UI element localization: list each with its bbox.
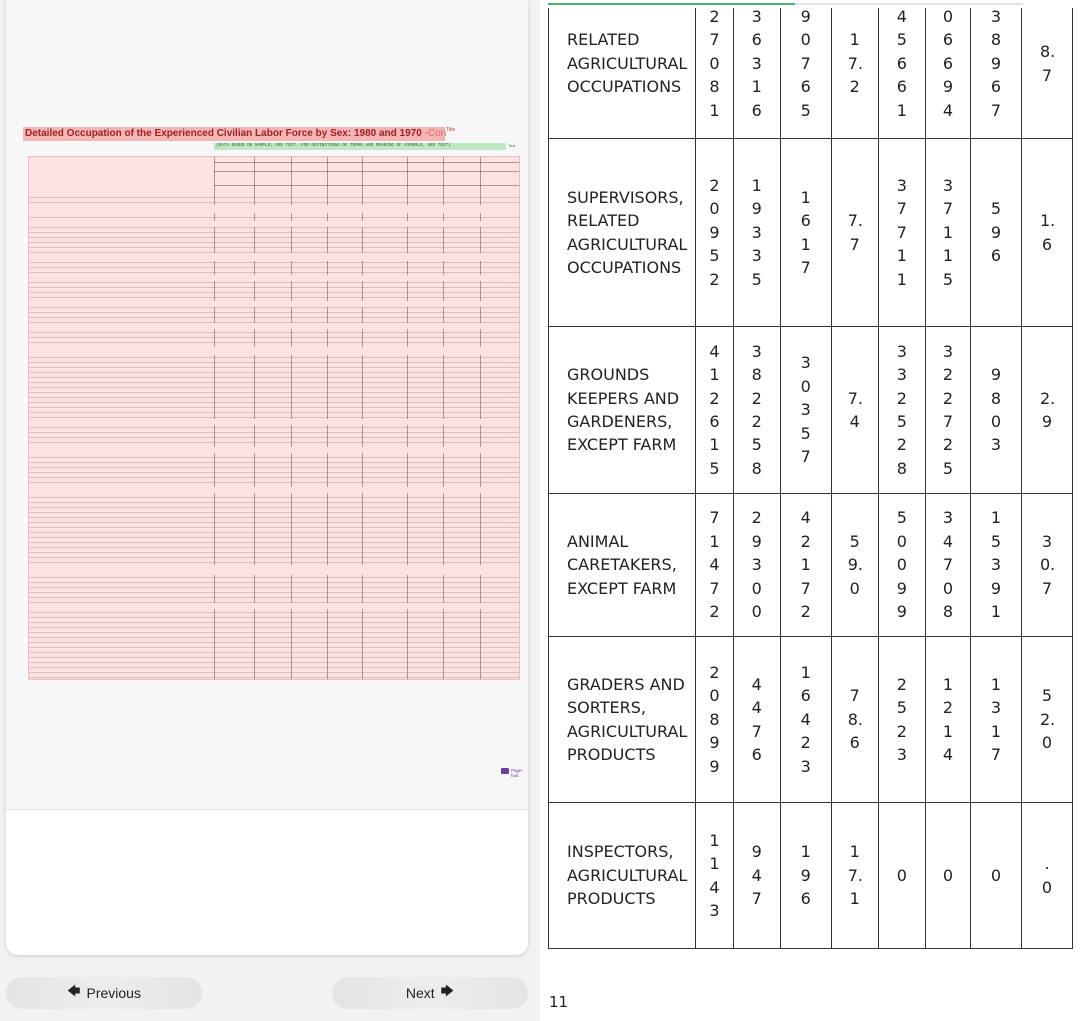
cell-value: 0 bbox=[942, 865, 954, 885]
value-cell bbox=[733, 494, 780, 637]
cell-value: 322725 bbox=[942, 341, 954, 478]
value-cell bbox=[925, 139, 970, 327]
value-cell bbox=[831, 494, 878, 637]
occupation-label-cell: ANIMAL CARETAKERS, EXCEPT FARM bbox=[549, 494, 696, 637]
cell-value: 2.9 bbox=[1039, 388, 1056, 431]
value-cell bbox=[780, 139, 831, 327]
value-cell bbox=[733, 327, 780, 494]
cell-value: 596 bbox=[990, 199, 1002, 266]
value-cell bbox=[780, 8, 831, 139]
value-cell bbox=[925, 637, 970, 803]
value-cell bbox=[971, 139, 1022, 327]
cell-value: 06694 bbox=[942, 8, 954, 120]
cell-value: 1143 bbox=[709, 830, 720, 920]
cell-value: 59.0 bbox=[847, 531, 864, 598]
cell-value: 20899 bbox=[709, 662, 720, 776]
cell-value: 37711 bbox=[896, 175, 907, 289]
value-cell bbox=[878, 139, 925, 327]
value-cell bbox=[780, 803, 831, 949]
value-cell bbox=[878, 327, 925, 494]
cell-value: 1317 bbox=[990, 674, 1002, 764]
value-cell bbox=[971, 8, 1022, 139]
value-cell bbox=[696, 494, 733, 637]
subtitle-tag-label: Text bbox=[508, 143, 516, 148]
cell-value: 17.1 bbox=[847, 842, 864, 909]
value-cell bbox=[1021, 139, 1072, 327]
title-tag-label: Title bbox=[446, 127, 456, 133]
cell-value: 1617 bbox=[800, 187, 811, 277]
cell-value: 196 bbox=[800, 842, 811, 909]
value-cell bbox=[878, 803, 925, 949]
cell-value: 27081 bbox=[709, 8, 720, 120]
cell-value: 42172 bbox=[800, 508, 811, 622]
arrow-right-icon: 🡆 bbox=[440, 983, 455, 998]
value-cell bbox=[1021, 803, 1072, 949]
value-cell bbox=[831, 8, 878, 139]
cell-value: 37115 bbox=[942, 175, 954, 289]
cell-value: 8.7 bbox=[1039, 42, 1056, 85]
cell-value: 34708 bbox=[942, 508, 954, 622]
cell-value: 71472 bbox=[709, 508, 720, 622]
occupation-label-cell: SUPERVISORS, RELATED AGRICULTURAL OCCUPATIONS bbox=[549, 139, 696, 327]
table-row bbox=[549, 327, 1073, 494]
occupation-label-cell: INSPECTORS, AGRICULTURAL PRODUCTS bbox=[549, 803, 696, 949]
value-cell bbox=[925, 8, 970, 139]
progress-fill bbox=[548, 3, 795, 5]
value-cell bbox=[1021, 637, 1072, 803]
value-cell bbox=[971, 637, 1022, 803]
value-cell bbox=[780, 637, 831, 803]
value-cell bbox=[733, 803, 780, 949]
cell-value: 947 bbox=[751, 842, 762, 909]
value-cell bbox=[696, 139, 733, 327]
cell-value: 38967 bbox=[990, 8, 1002, 120]
scanned-table-image bbox=[28, 156, 520, 680]
cell-value: 15391 bbox=[990, 508, 1002, 622]
value-cell bbox=[733, 637, 780, 803]
value-cell bbox=[733, 139, 780, 327]
cell-value: 0 bbox=[896, 865, 907, 885]
cell-value: 1214 bbox=[942, 674, 954, 764]
value-cell bbox=[696, 637, 733, 803]
value-cell bbox=[780, 494, 831, 637]
arrow-left-icon: 🡄 bbox=[67, 983, 81, 998]
table-scroll-area[interactable] bbox=[548, 8, 1073, 968]
table-row bbox=[549, 637, 1073, 803]
value-cell bbox=[971, 803, 1022, 949]
value-cell bbox=[831, 803, 878, 949]
value-cell bbox=[925, 327, 970, 494]
page-foot-icon bbox=[501, 768, 509, 774]
value-cell bbox=[1021, 327, 1072, 494]
value-cell bbox=[878, 8, 925, 139]
progress-track bbox=[548, 3, 1023, 5]
cell-value: 19335 bbox=[751, 175, 762, 289]
extracted-text-pane[interactable] bbox=[540, 0, 1080, 1021]
next-button[interactable] bbox=[332, 977, 528, 1009]
cell-value: 30357 bbox=[800, 353, 811, 467]
scanned-page[interactable] bbox=[6, 0, 528, 810]
cell-value: 332528 bbox=[896, 341, 907, 478]
next-button-label: Next bbox=[405, 985, 435, 1001]
cell-value: 50099 bbox=[896, 508, 907, 622]
page-foot-tag-label: Page-foot bbox=[511, 768, 524, 778]
document-title: Detailed Occupation of the Experienced Civilian Labor Force by Sex: 1980 and 1970 -Con bbox=[25, 128, 447, 139]
value-cell bbox=[971, 327, 1022, 494]
value-cell bbox=[696, 803, 733, 949]
value-cell bbox=[780, 327, 831, 494]
cell-value: 9803 bbox=[990, 365, 1002, 455]
value-cell bbox=[925, 803, 970, 949]
cell-value: 90765 bbox=[800, 8, 811, 120]
cell-value: 412615 bbox=[709, 341, 720, 478]
table-row bbox=[549, 494, 1073, 637]
cell-value: 29300 bbox=[751, 508, 762, 622]
value-cell bbox=[733, 8, 780, 139]
value-cell bbox=[925, 494, 970, 637]
cell-value: 1.6 bbox=[1039, 211, 1056, 254]
occupation-label-cell: GRADERS AND SORTERS, AGRICULTURAL PRODUCTS bbox=[549, 637, 696, 803]
cell-value: 45661 bbox=[896, 8, 907, 120]
document-subtitle: (DATA BASED ON SAMPLE; SEE TEXT. FOR DEFINITIONS OF TERMS AND MEANING OF SYMBOLS, SEE TEXT) bbox=[216, 143, 451, 148]
table-row bbox=[549, 139, 1073, 327]
cell-value: 7.7 bbox=[847, 211, 864, 254]
table-row bbox=[549, 803, 1073, 949]
cell-value: 78.6 bbox=[847, 686, 864, 753]
cell-value: 382258 bbox=[751, 341, 762, 478]
cell-value: 52.0 bbox=[1039, 686, 1056, 753]
occupation-label-cell: RELATED AGRICULTURAL OCCUPATIONS bbox=[549, 8, 696, 139]
value-cell bbox=[696, 327, 733, 494]
cell-value: 0 bbox=[990, 865, 1002, 885]
cell-value: 7.4 bbox=[847, 388, 864, 431]
cell-value: .0 bbox=[1041, 854, 1053, 897]
value-cell bbox=[1021, 494, 1072, 637]
occupation-table bbox=[548, 8, 1073, 949]
value-cell bbox=[831, 139, 878, 327]
cell-value: 2523 bbox=[896, 674, 907, 764]
value-cell bbox=[831, 327, 878, 494]
value-cell bbox=[878, 637, 925, 803]
value-cell bbox=[831, 637, 878, 803]
table-row bbox=[549, 8, 1073, 139]
value-cell bbox=[878, 494, 925, 637]
page-number: 11 bbox=[549, 993, 569, 1011]
occupation-label-cell: GROUNDS KEEPERS AND GARDENERS, EXCEPT FARM bbox=[549, 327, 696, 494]
cell-value: 17.2 bbox=[847, 30, 864, 97]
previous-button-label: Previous bbox=[86, 985, 141, 1001]
document-card bbox=[6, 0, 528, 955]
cell-value: 4476 bbox=[751, 674, 762, 764]
cell-value: 36316 bbox=[751, 8, 762, 120]
cell-value: 16423 bbox=[800, 662, 811, 776]
value-cell bbox=[971, 494, 1022, 637]
previous-button[interactable] bbox=[6, 977, 202, 1009]
cell-value: 20952 bbox=[709, 175, 720, 289]
cell-value: 30.7 bbox=[1039, 531, 1056, 598]
value-cell bbox=[696, 8, 733, 139]
value-cell bbox=[1021, 8, 1072, 139]
